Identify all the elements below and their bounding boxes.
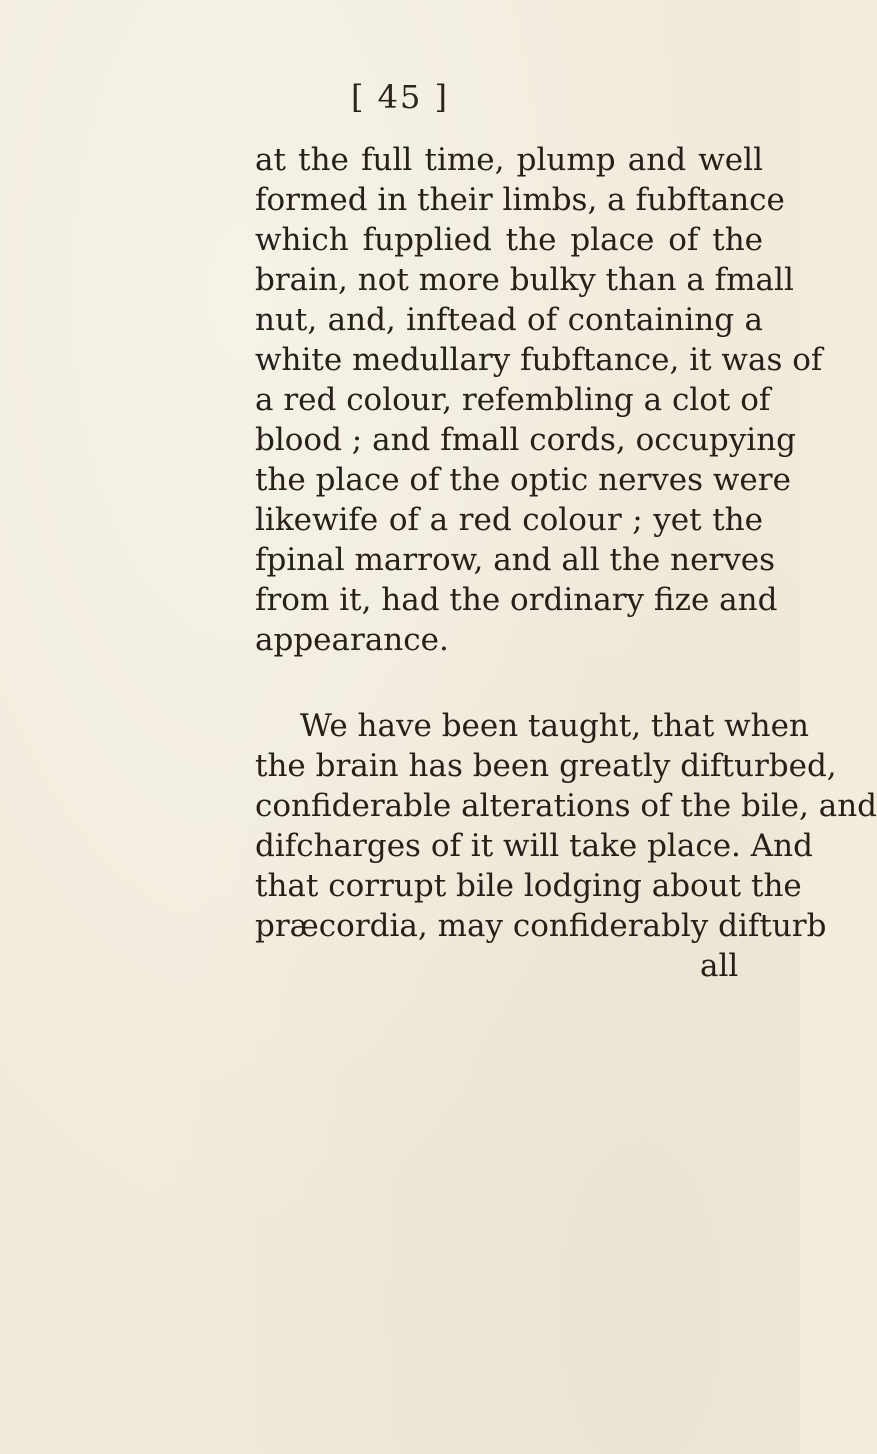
text-line: blood ; and fmall cords, occupying [255, 422, 797, 458]
text-line: the brain has been greatly difturbed, [255, 748, 837, 784]
text-line: a red colour, refembling a clot of [255, 382, 771, 418]
text-line: fpinal marrow, and all the nerves [255, 542, 776, 578]
text-line: nut, and, inftead of containing a [255, 302, 763, 338]
text-line: likewife of a red colour ; yet the [255, 502, 763, 538]
text-line: from it, had the ordinary fize and [255, 582, 778, 618]
text-line: formed in their limbs, a fubftance [255, 182, 785, 218]
text-line: that corrupt bile lodging about the [255, 868, 802, 904]
text-line: brain, not more bulky than a fmall [255, 262, 794, 298]
text-line: confiderable alterations of the bile, and [255, 788, 877, 824]
text-line: white medullary fubftance, it was of [255, 342, 823, 378]
text-line: difcharges of it will take place. And [255, 828, 813, 864]
page-number: [ 45 ] [350, 78, 450, 116]
text-line: at the full time, plump and well [255, 142, 763, 178]
text-line: We have been taught, that when [300, 708, 809, 744]
text-line: which fupplied the place of the [255, 222, 763, 258]
text-line: the place of the optic nerves were [255, 462, 791, 498]
catchword: all [700, 948, 739, 984]
text-line: appearance. [255, 622, 449, 658]
text-line: præcordia, may confiderably difturb [255, 908, 827, 944]
